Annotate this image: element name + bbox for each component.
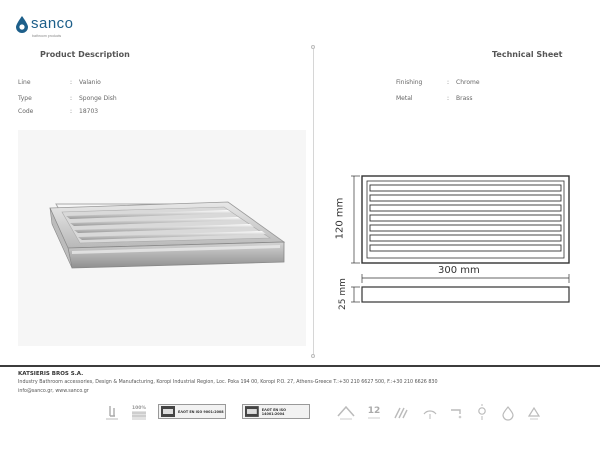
iso-9001-label: ΕΛΟΤ ΕΝ ISO 9001:2008: [178, 409, 224, 414]
brand-name: sanco: [31, 15, 74, 32]
depth-dimension-label: 25 mm: [338, 278, 348, 310]
product-photo: [18, 130, 306, 346]
tuv-icon: [161, 406, 175, 417]
field-value-line: Valanio: [79, 79, 101, 86]
field-sep: :: [70, 95, 73, 102]
made-in-greece-badge: [130, 404, 148, 422]
iso-14001-label: ΕΛΟΤ ΕΝ ISO 14001:2004: [261, 407, 287, 416]
field-sep: :: [70, 79, 73, 86]
made-in-percent: 100%: [132, 406, 146, 411]
footer-company: KATSIERIS BROS S.A.: [18, 371, 84, 377]
footer-rule: [0, 365, 600, 367]
divider-bottom-dot: [311, 354, 315, 358]
iso-14001-certificate: [242, 404, 310, 419]
field-value-metal: Brass: [456, 95, 473, 102]
field-label-type: Type: [18, 95, 32, 102]
field-label-line: Line: [18, 79, 31, 86]
product-description-title: Product Description: [40, 50, 130, 59]
iso-9001-certificate: [158, 404, 226, 419]
recycle-icon: [526, 404, 542, 422]
water-icon: [500, 404, 516, 422]
field-value-type: Sponge Dish: [79, 95, 117, 102]
warranty-years: 12: [367, 405, 381, 416]
warranty-badge: [366, 404, 382, 422]
field-value-finishing: Chrome: [456, 79, 480, 86]
field-sep: :: [70, 108, 73, 115]
height-dimension-label: 120 mm: [334, 197, 346, 240]
handmade-icon: [104, 404, 120, 422]
brand-tagline: bathroom products: [32, 34, 62, 38]
water-drop-icon: [16, 16, 28, 33]
sun-icon: [474, 404, 490, 422]
field-label-finishing: Finishing: [396, 79, 423, 86]
field-sep: :: [447, 95, 450, 102]
field-sep: :: [447, 79, 450, 86]
field-label-metal: Metal: [396, 95, 413, 102]
faucet-icon: [448, 404, 464, 422]
field-value-code: 18703: [79, 108, 99, 115]
center-divider: [313, 49, 314, 355]
footer-contact: info@sanco.gr, www.sanco.gr: [18, 389, 89, 394]
footer-address: Industry Bathroom accessories, Design & Manufacturing, Koropi Industrial Region, Loc. Poka 194 00, Koropi P.O. 27, Athens-Greece T.:+30 210 6627 500, F.:+30 210 6626 830: [18, 380, 438, 385]
brand-logo: [16, 14, 96, 42]
stripes-icon: [392, 404, 408, 422]
hotel-icon: [336, 404, 356, 422]
spray-icon: [422, 404, 438, 422]
technical-sheet-title: Technical Sheet: [492, 50, 563, 59]
field-label-code: Code: [18, 108, 34, 115]
technical-drawing: [330, 165, 590, 315]
tuv-icon: [245, 406, 259, 417]
width-dimension-label: 300 mm: [438, 265, 480, 276]
